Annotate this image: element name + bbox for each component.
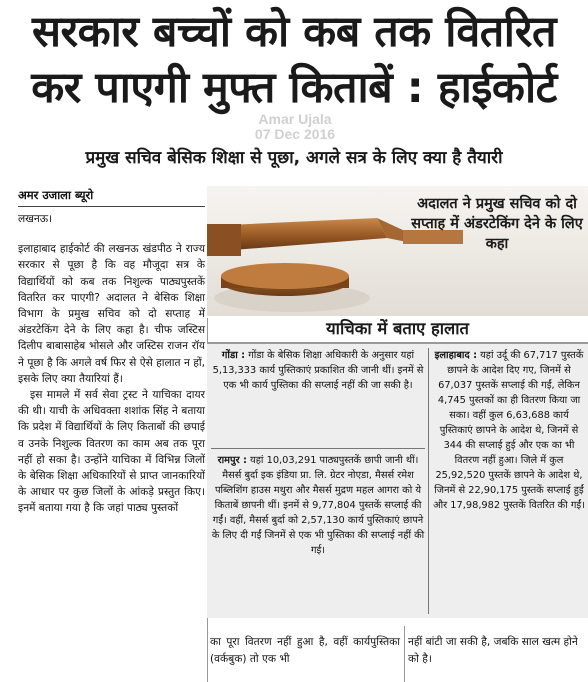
continuation-right: नहीं बांटी जा सकी है, जबकि साल खत्म होने को है।: [408, 636, 578, 665]
watermark-line-2: 07 Dec 2016: [254, 126, 336, 142]
entry-text: गोंडा के बेसिक शिक्षा अधिकारी के अनुसार यहां 5,13,333 कार्य पुस्तिकाएं प्रकाशित की जानी थीं। इनमें से एक भी कार्य पुस्तिका की सप्लाई नहीं की जा सकी है।: [212, 350, 424, 391]
box-title: याचिका में बताए हालात: [326, 319, 469, 338]
headline: [0, 4, 588, 116]
gonda-entry: [211, 348, 425, 393]
photo-callout: अदालत ने प्रमुख सचिव को दो सप्ताह में अंडरटेकिंग देने के लिए कहा: [411, 196, 583, 252]
entry-text: यहां उर्दू की 67,717 पुस्तकें छापने के आदेश दिए गए, जिनमें से 67,037 पुस्तकें सप्लाई की गईं, लेकिन 4,745 पुस्तकों का ही वितरण किया जा सका। वहीं कुल 6,63,688 कार्य पुस्तिकाएं छापने के आदेश थे, जिनमें से 344 की सप्लाई हुई और एक का भी वितरण नहीं हुआ। जिले में कुल 25,92,520 पुस्तकें छापने के आदेश थे, जिनमें से 22,90,175 पुस्तकें सप्लाई हुईं और 17,98,982 पुस्तकें वितरित की गईं।: [433, 350, 585, 511]
allahabad-entry: [433, 348, 585, 513]
column-divider: [404, 626, 405, 682]
watermark-line-1: Amar Ujala: [258, 111, 332, 127]
facts-box: [207, 342, 588, 618]
article-body: [18, 186, 205, 682]
subheadline: प्रमुख सचिव बेसिक शिक्षा से पूछा, अगले सत्र के लिए क्या है तैयारी: [85, 148, 503, 168]
box-divider: [428, 348, 429, 614]
rampur-entry: [211, 448, 425, 558]
continuation-mid: का पूरा वितरण नहीं हुआ है, वहीं कार्यपुस्तिका (वर्कबुक) तो एक भी: [210, 636, 400, 665]
body-paragraph: इस मामले में सर्व सेवा ट्रस्ट ने याचिका दायर की थी। याची के अधिवक्ता शशांक सिंह ने बताया कि प्रदेश में विद्यार्थियों के लिए किताबों की छपाई व उनके निशुल्क वितरण का काम अब तक पूरा नहीं हो सका है। उन्होंने याचिका में विभिन्न जिलों के बेसिक शिक्षा अधिकारियों से प्राप्त जानकारियों के आधार पर कुछ जिलों के आंकड़े प्रस्तुत किए। इनमें बताया गया है कि जहां पाठ्य पुस्तकों: [18, 389, 205, 515]
headline-line-1: सरकार बच्चों को कब तक वितरित: [31, 7, 557, 57]
place-label: इलाहाबाद :: [434, 350, 477, 361]
byline: अमर उजाला ब्यूरो: [18, 186, 205, 207]
dateline: लखनऊ।: [18, 213, 53, 225]
place-label: रामपुर :: [217, 455, 247, 466]
body-paragraph: इलाहाबाद हाईकोर्ट की लखनऊ खंडपीठ ने राज्य सरकार से पूछा है कि वह मौजूदा सत्र के विद्यार्थियों को कब तक निशुल्क पाठ्यपुस्तकें वितरित कर पाएगी? अदालत ने बेसिक शिक्षा विभाग के प्रमुख सचिव को दो सप्ताह में अंडरटेकिंग देने के लिए कहा है। चीफ जस्टिस दिलीप बाबासाहेब भोसले और जस्टिस राजन रॉय ने पूछा है कि अगले वर्ष फिर से ऐसे हालात न हों, इसके लिए क्या तैयारियां हैं।: [18, 243, 205, 385]
headline-line-2: कर पाएगी मुफ्त किताबें : हाईकोर्ट: [31, 63, 557, 113]
entry-text: यहां 10,03,291 पाठ्यपुस्तकें छापी जानी थीं। मैसर्स बुर्दा इक इंडिया प्रा. लि. ग्रेटर नोएडा, मैसर्स रमेश पब्लिशिंग हाउस मथुरा और मैसर्स मुद्रण महल आगरा को ये किताबें छापनी थीं। इनमें से 9,77,804 पुस्तकें सप्लाई की गईं। वहीं, मैसर्स बुर्दा को 2,57,130 कार्य पुस्तिकाएं छापने के लिए दी गईं जिनमें से एक भी पुस्तिका की सप्लाई नहीं की गई।: [211, 455, 425, 556]
place-label: गोंडा :: [221, 350, 246, 361]
watermark: [230, 112, 360, 142]
